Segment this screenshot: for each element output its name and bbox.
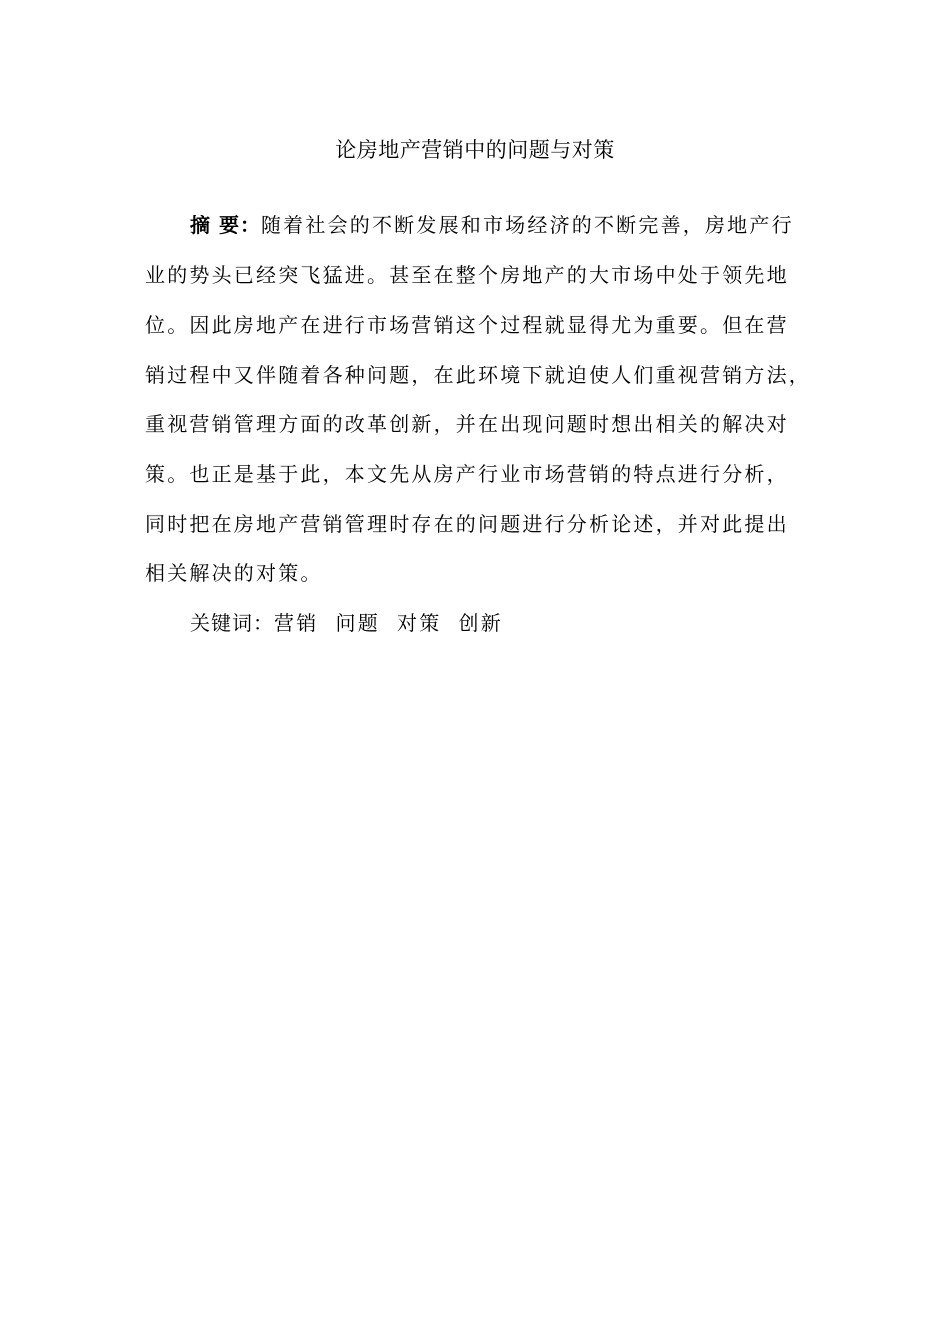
abstract-line-3: 位。因此房地产在进行市场营销这个过程就显得尤为重要。但在营 <box>145 313 789 337</box>
page-title: 论房地产营销中的问题与对策 <box>335 138 615 162</box>
abstract-line-8: 相关解决的对策。 <box>145 561 323 585</box>
abstract-text: 随着社会的不断发展和市场经济的不断完善，房地产行 <box>260 213 794 237</box>
abstract-line-4: 销过程中又伴随着各种问题，在此环境下就迫使人们重视营销方法， <box>145 363 811 387</box>
abstract-label: 摘 要： <box>190 213 261 237</box>
keywords-label: 关键词： <box>190 611 274 635</box>
abstract-line-7: 同时把在房地产营销管理时存在的问题进行分析论述，并对此提出 <box>145 512 789 536</box>
keywords-text: 营销 问题 对策 创新 <box>274 611 503 635</box>
abstract-line-1 <box>190 209 794 241</box>
abstract-line-6: 策。也正是基于此，本文先从房产行业市场营销的特点进行分析， <box>145 462 789 486</box>
abstract-line-5: 重视营销管理方面的改革创新，并在出现问题时想出相关的解决对 <box>145 412 789 436</box>
abstract-line-2: 业的势头已经突飞猛进。甚至在整个房地产的大市场中处于领先地 <box>145 263 789 287</box>
keywords-line <box>190 607 503 639</box>
